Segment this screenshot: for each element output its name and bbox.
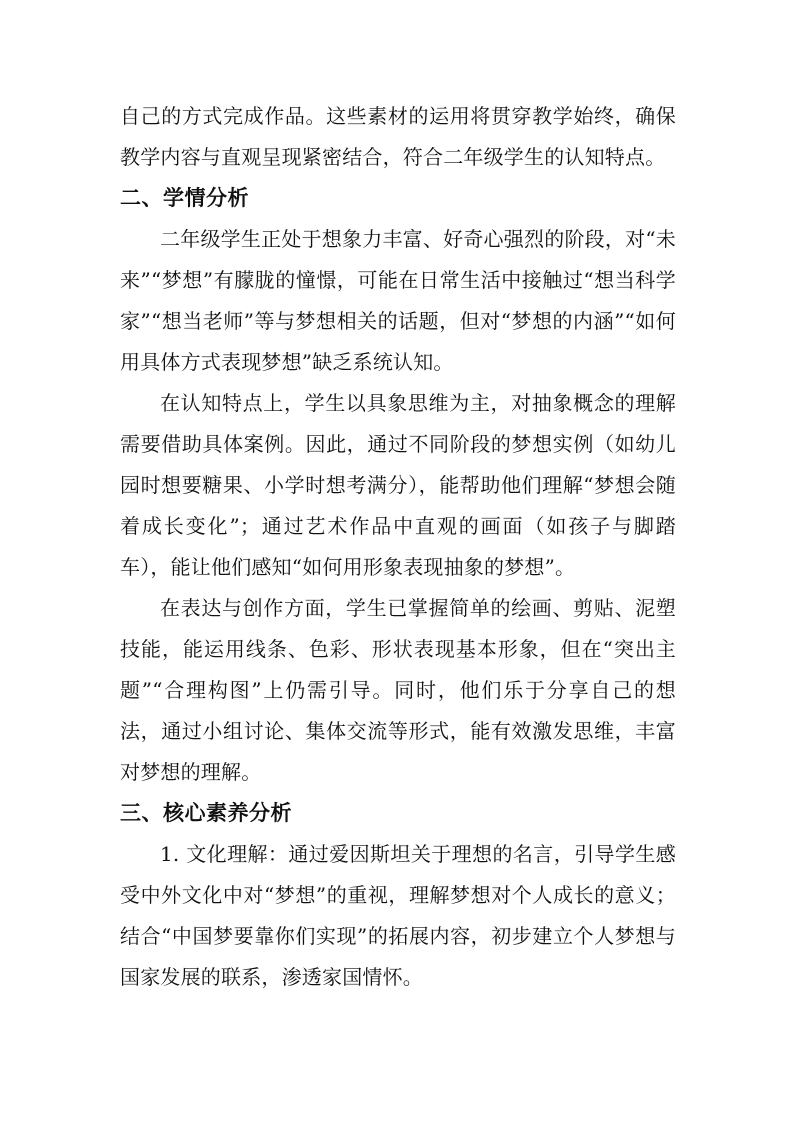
paragraph-cognitive-features: 在认知特点上，学生以具象思维为主，对抽象概念的理解需要借助具体案例。因此，通过不同阶段的梦想实例（如幼儿园时想要糖果、小学时想考满分），能帮助他们理解“梦想会随着成长变化”；通过艺术作品中直观的画面（如孩子与脚踏车），能让他们感知“如何用形象表现抽象的梦想”。 [120, 391, 676, 579]
document-body [120, 96, 676, 998]
section-heading-learning-analysis: 二、学情分析 [120, 186, 249, 210]
section-heading-core-literacy: 三、核心素养分析 [120, 801, 292, 825]
paragraph-cultural-understanding: 1. 文化理解：通过爱因斯坦关于理想的名言，引导学生感受中外文化中对“梦想”的重视，理解梦想对个人成长的意义；结合“中国梦要靠你们实现”的拓展内容，初步建立个人梦想与国家发展的联系，渗透家国情怀。 [120, 842, 676, 989]
paragraph-student-characteristics: 二年级学生正处于想象力丰富、好奇心强烈的阶段，对“未来”“梦想”有朦胧的憧憬，可能在日常生活中接触过“想当科学家”“想当老师”等与梦想相关的话题，但对“梦想的内涵”“如何用具体方式表现梦想”缺乏系统认知。 [120, 227, 676, 374]
paragraph-expression-creation: 在表达与创作方面，学生已掌握简单的绘画、剪贴、泥塑技能，能运用线条、色彩、形状表现基本形象，但在“突出主题”“合理构图”上仍需引导。同时，他们乐于分享自己的想法，通过小组讨论、集体交流等形式，能有效激发思维，丰富对梦想的理解。 [120, 596, 676, 784]
intro-paragraph: 自己的方式完成作品。这些素材的运用将贯穿教学始终，确保教学内容与直观呈现紧密结合，符合二年级学生的认知特点。 [120, 104, 676, 169]
